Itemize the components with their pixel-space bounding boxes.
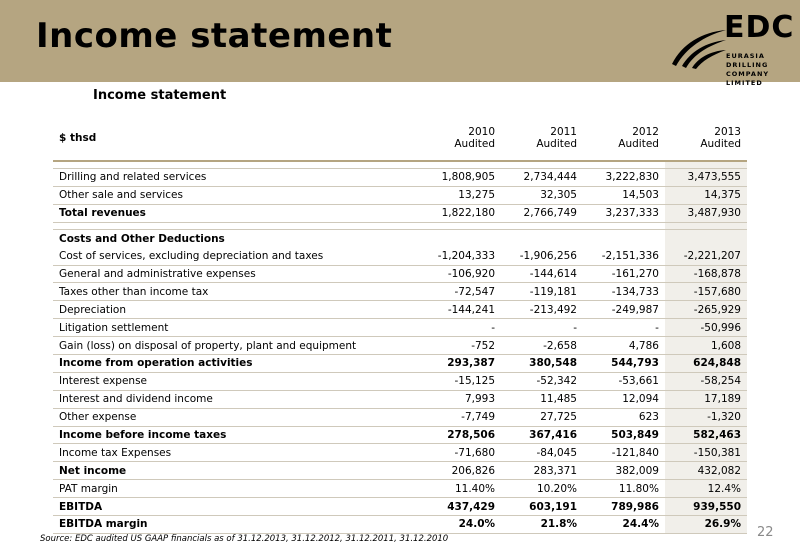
column-header: 2010 Audited <box>419 116 501 161</box>
table-row: Interest and dividend income 7,993 11,485 12,094 17,189 <box>53 390 747 408</box>
column-header: 2012 Audited <box>583 116 665 161</box>
table-row: Other expense -7,749 27,725 623 -1,320 <box>53 408 747 426</box>
column-header: 2011 Audited <box>501 116 583 161</box>
edc-logo <box>668 10 795 87</box>
table-row: Depreciation -144,241 -213,492 -249,987 -265,929 <box>53 301 747 319</box>
unit-label: $ thsd <box>53 116 419 161</box>
table-row: Drilling and related services 1,808,905 2,734,444 3,222,830 3,473,555 <box>53 169 747 187</box>
page-title: Income statement <box>36 16 393 56</box>
table-row: Net income 206,826 283,371 382,009 432,082 <box>53 462 747 480</box>
table-row: Income from operation activities 293,387 380,548 544,793 624,848 <box>53 355 747 373</box>
table-row: Gain (loss) on disposal of property, plant and equipment -752 -2,658 4,786 1,608 <box>53 337 747 355</box>
income-statement-table <box>53 116 747 534</box>
table-row: PAT margin 11.40% 10.20% 11.80% 12.4% <box>53 480 747 498</box>
table-row: Interest expense -15,125 -52,342 -53,661 -58,254 <box>53 372 747 390</box>
logo-subtext: EURASIA DRILLING COMPANY LIMITED <box>726 52 770 87</box>
section-heading-row: Costs and Other Deductions <box>53 229 747 248</box>
table-row: EBITDA margin 24.0% 21.8% 24.4% 26.9% <box>53 516 747 534</box>
logo-wordmark: EDC <box>724 10 795 45</box>
table-row: Income tax Expenses -71,680 -84,045 -121,840 -150,381 <box>53 444 747 462</box>
table-row: Taxes other than income tax -72,547 -119,181 -134,733 -157,680 <box>53 283 747 301</box>
header-band <box>0 0 800 87</box>
table-row: Income before income taxes 278,506 367,416 503,849 582,463 <box>53 426 747 444</box>
table-header-row <box>53 116 747 161</box>
table-row: General and administrative expenses -106,920 -144,614 -161,270 -168,878 <box>53 265 747 283</box>
page-number: 22 <box>757 525 774 540</box>
column-header: 2013 Audited <box>665 116 747 161</box>
table-row: Cost of services, excluding depreciation and taxes -1,204,333 -1,906,256 -2,151,336 -2,221,207 <box>53 248 747 265</box>
table-row: Other sale and services 13,275 32,305 14,503 14,375 <box>53 186 747 204</box>
table-caption: Income statement <box>93 88 227 103</box>
swoosh-icon <box>668 24 728 70</box>
source-footnote: Source: EDC audited US GAAP financials as of 31.12.2013, 31.12.2012, 31.12.2011, 31.12.2010 <box>40 534 449 544</box>
table-row: EBITDA 437,429 603,191 789,986 939,550 <box>53 498 747 516</box>
table-row: Litigation settlement - - - -50,996 <box>53 319 747 337</box>
table-row: Total revenues 1,822,180 2,766,749 3,237,333 3,487,930 <box>53 204 747 222</box>
